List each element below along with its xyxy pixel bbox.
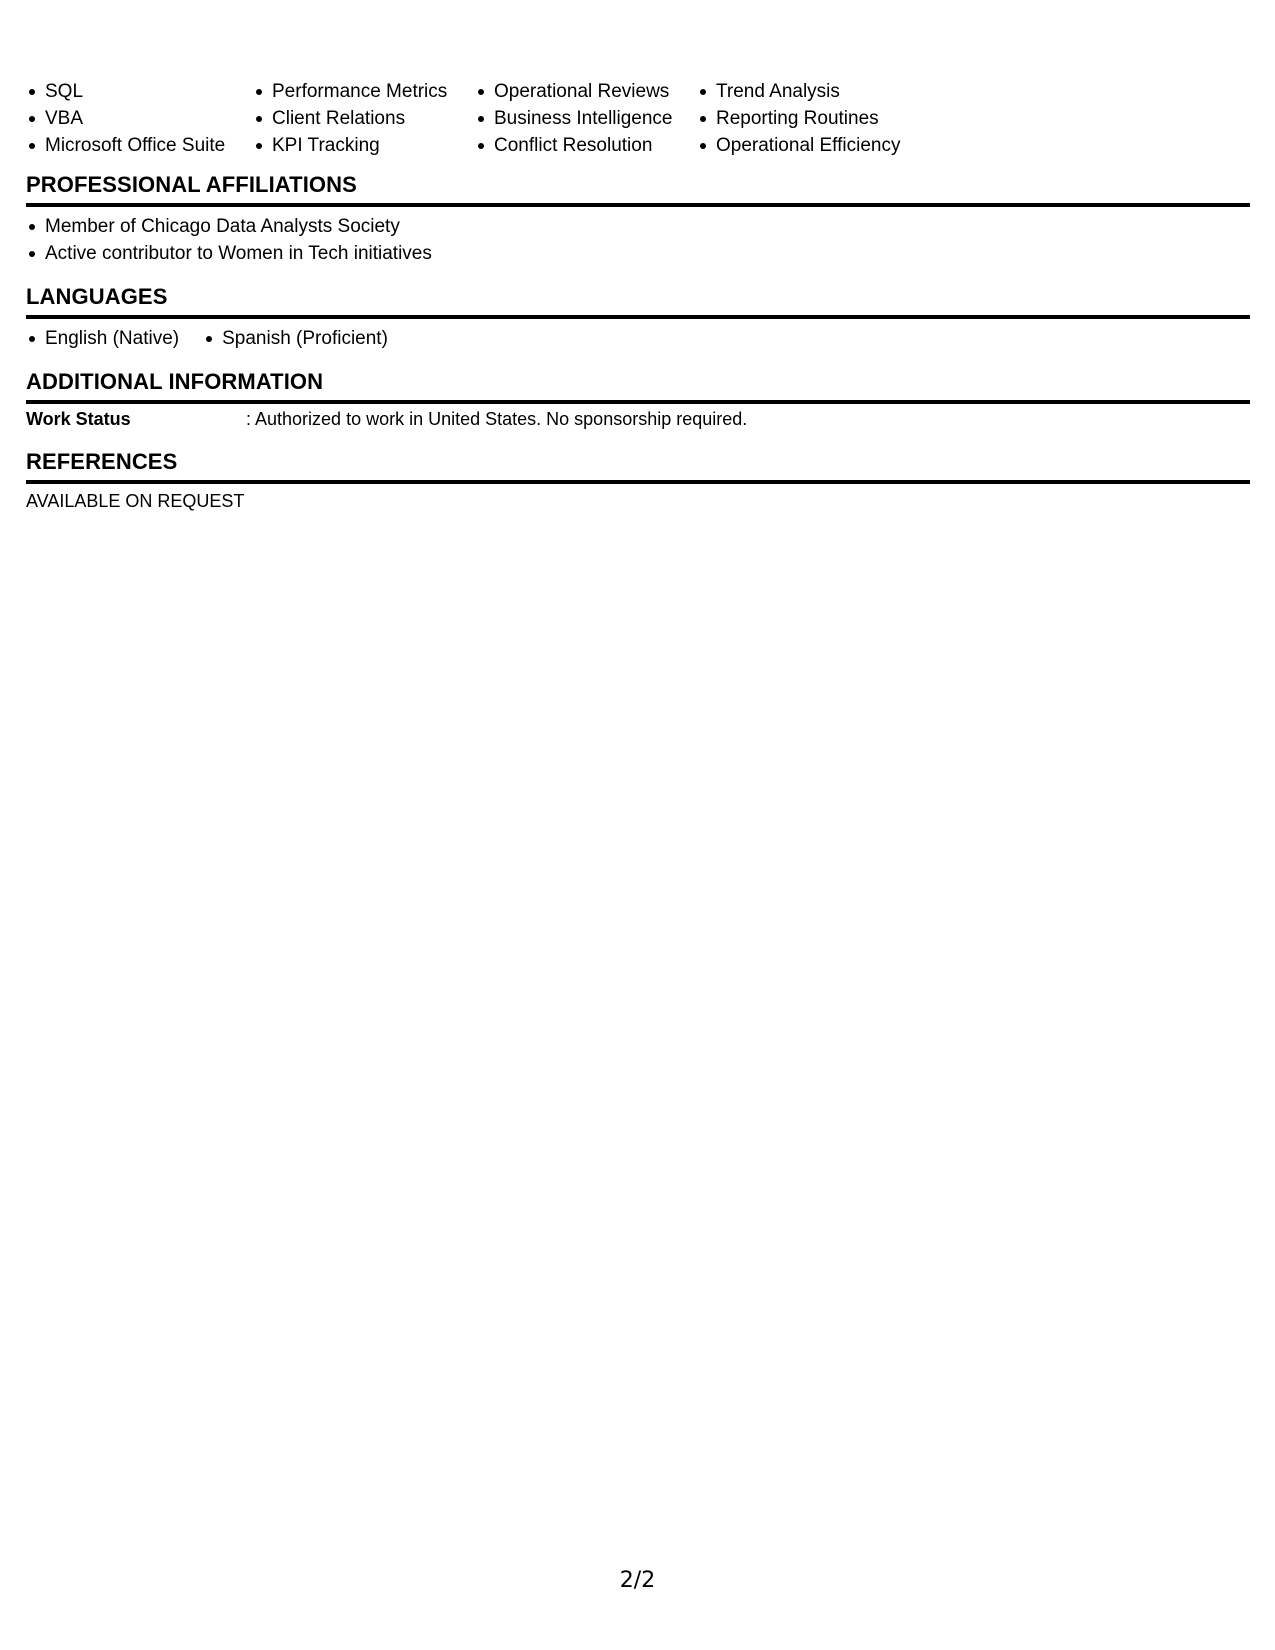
affiliation-item: Active contributor to Women in Tech initiatives	[26, 240, 1250, 267]
skills-grid	[26, 78, 1250, 159]
references-heading: REFERENCES	[26, 448, 1250, 484]
skills-column	[697, 78, 937, 159]
skills-column	[26, 78, 253, 159]
languages-section	[26, 283, 1250, 352]
skill-item: Microsoft Office Suite	[26, 132, 253, 159]
resume-page	[26, 78, 1250, 514]
skill-item: Operational Efficiency	[697, 132, 937, 159]
skill-item: Performance Metrics	[253, 78, 475, 105]
skill-item: Business Intelligence	[475, 105, 697, 132]
skill-item: Operational Reviews	[475, 78, 697, 105]
skill-item: Reporting Routines	[697, 105, 937, 132]
work-status-label: Work Status	[26, 409, 131, 429]
skill-item: Trend Analysis	[697, 78, 937, 105]
skill-item: VBA	[26, 105, 253, 132]
skill-item: Client Relations	[253, 105, 475, 132]
affiliations-heading: PROFESSIONAL AFFILIATIONS	[26, 171, 1250, 207]
affiliation-item: Member of Chicago Data Analysts Society	[26, 213, 1250, 240]
skill-item: KPI Tracking	[253, 132, 475, 159]
references-section	[26, 448, 1250, 514]
work-status-value: : Authorized to work in United States. No sponsorship required.	[246, 409, 748, 429]
references-text: AVAILABLE ON REQUEST	[26, 491, 245, 511]
languages-list	[26, 325, 1250, 352]
languages-heading: LANGUAGES	[26, 283, 1250, 319]
skill-item: SQL	[26, 78, 253, 105]
language-item: English (Native)	[26, 325, 179, 352]
affiliations-list	[26, 213, 1250, 267]
page-number: 2/2	[619, 1568, 656, 1593]
skills-column	[253, 78, 475, 159]
skill-item: Conflict Resolution	[475, 132, 697, 159]
additional-info-section	[26, 368, 1250, 432]
language-item: Spanish (Proficient)	[203, 325, 388, 352]
affiliations-section	[26, 171, 1250, 267]
skills-column	[475, 78, 697, 159]
additional-info-heading: ADDITIONAL INFORMATION	[26, 368, 1250, 404]
work-status-row	[26, 404, 1250, 432]
